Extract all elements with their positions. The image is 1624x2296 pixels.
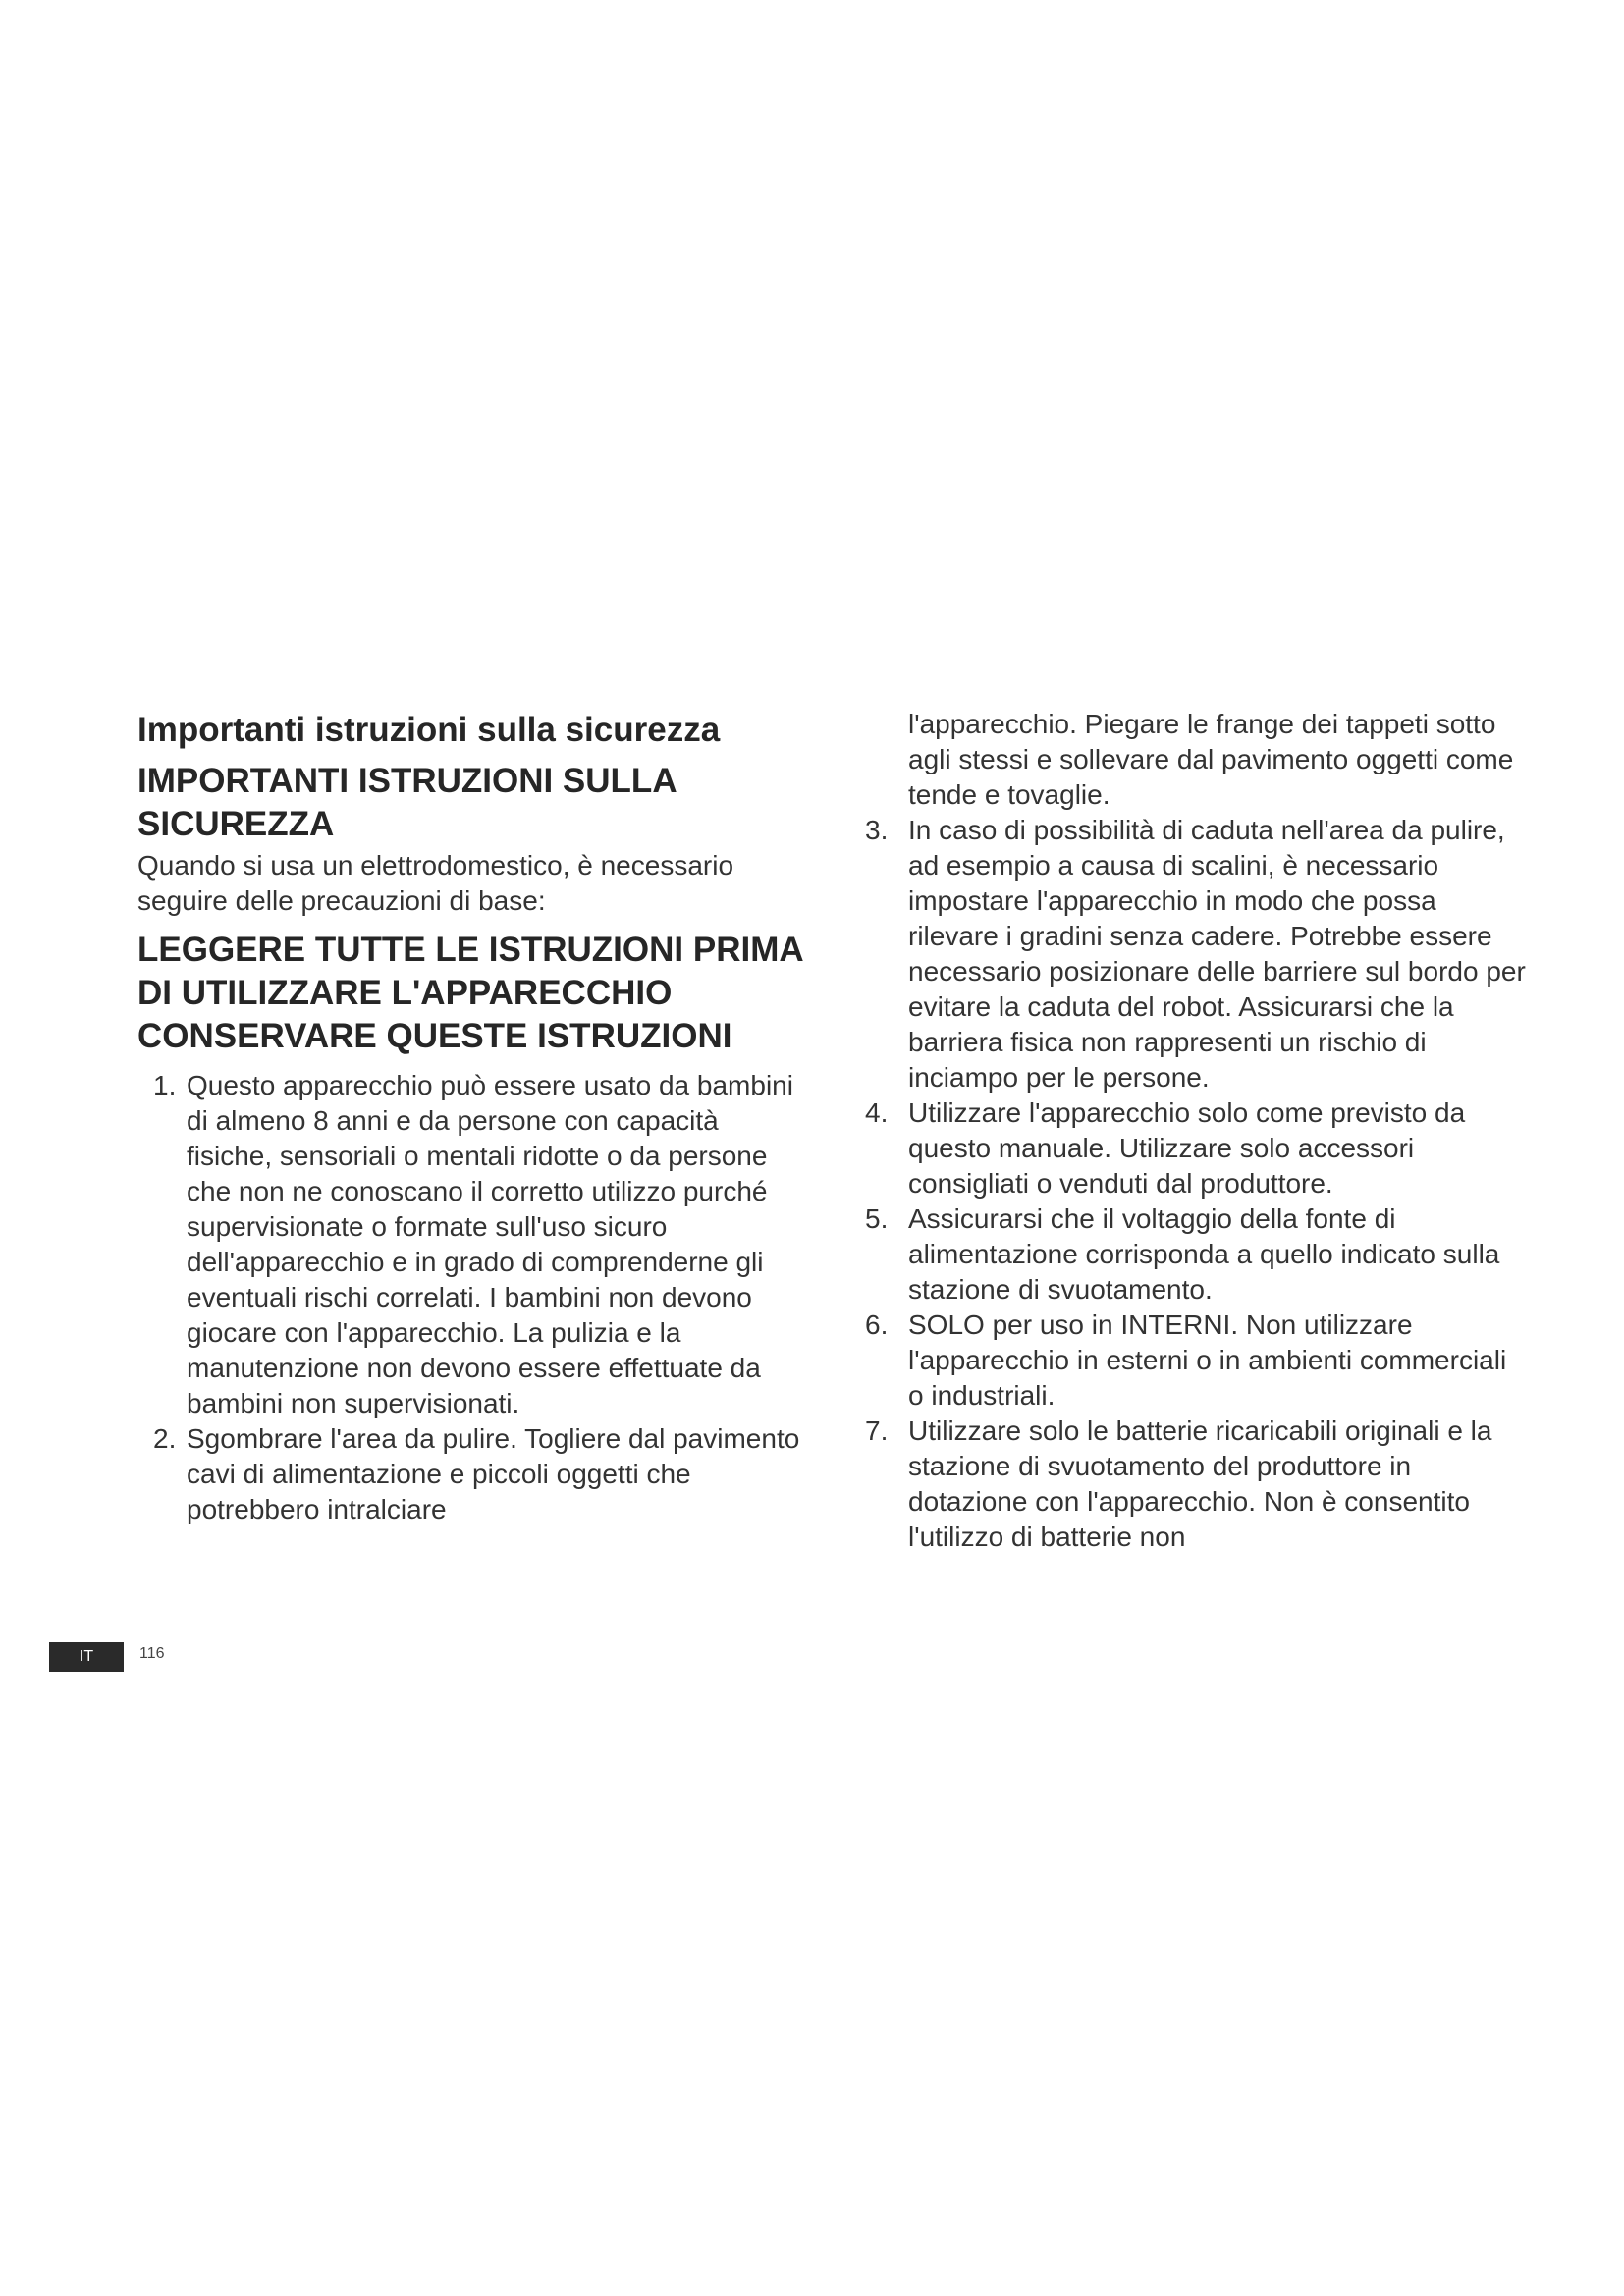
- list-item-text: Questo apparecchio può essere usato da bambini di almeno 8 anni e da persone con capacità fisiche, sensoriali o mentali ridotte o da persone che non ne conoscano il corretto utilizzo purché supervisionate o formate sull'uso sicuro dell'apparecchio e in grado di comprenderne gli eventuali rischi correlati. I bambini non devono giocare con l'apparecchio. La pulizia e la manutenzione non devono essere effettuate da bambini non supervisionati.: [187, 1070, 793, 1418]
- list-item-text: Utilizzare solo le batterie ricaricabili originali e la stazione di svuotamento del produttore in dotazione con l'apparecchio. Non è consentito l'utilizzo di batterie non: [908, 1415, 1492, 1552]
- list-item-number: 3.: [865, 815, 889, 845]
- list-item: [861, 1201, 1529, 1308]
- list-item: [137, 1421, 805, 1527]
- main-heading: IMPORTANTI ISTRUZIONI SULLA SICUREZZA: [137, 762, 677, 843]
- list-item-text: Assicurarsi che il voltaggio della fonte di alimentazione corrisponda a quello indicato sulla stazione di svuotamento.: [908, 1203, 1500, 1305]
- right-column: [861, 709, 1529, 1555]
- list-item-number: 2.: [153, 1423, 177, 1454]
- language-tab: IT: [49, 1642, 124, 1672]
- list-item-number: 5.: [865, 1203, 889, 1234]
- list-item-text: SOLO per uso in INTERNI. Non utilizzare l'apparecchio in esterni o in ambienti commerciali o industriali.: [908, 1309, 1507, 1411]
- list-item: [861, 813, 1529, 1095]
- read-instructions-heading: LEGGERE TUTTE LE ISTRUZIONI PRIMA DI UTILIZZARE L'APPARECCHIO: [137, 931, 803, 1012]
- safety-list-left: [137, 1068, 805, 1527]
- list-item-number: 7.: [865, 1415, 889, 1446]
- intro-text: Quando si usa un elettrodomestico, è necessario seguire delle precauzioni di base:: [137, 850, 734, 916]
- page-number: 116: [139, 1645, 165, 1662]
- list-item: [861, 1095, 1529, 1201]
- list-item-text: Utilizzare l'apparecchio solo come previsto da questo manuale. Utilizzare solo accessori consigliati o venduti dal produttore.: [908, 1097, 1466, 1199]
- list-item-text: In caso di possibilità di caduta nell'area da pulire, ad esempio a causa di scalini, è necessario impostare l'apparecchio in modo che possa rilevare i gradini senza cadere. Potrebbe essere necessario posizionare delle barriere sul bordo per evitare la caduta del robot. Assicurarsi che la barriera fisica non rappresenti un rischio di inciampo per le persone.: [908, 815, 1526, 1093]
- list-item: [861, 1414, 1529, 1555]
- list-item: [861, 1308, 1529, 1414]
- section-subtitle: Importanti istruzioni sulla sicurezza: [137, 711, 721, 749]
- keep-instructions-heading: CONSERVARE QUESTE ISTRUZIONI: [137, 1017, 732, 1055]
- continued-text: l'apparecchio. Piegare le frange dei tappeti sotto agli stessi e sollevare dal pavimento oggetti come tende e tovaglie.: [908, 709, 1514, 810]
- list-item: [137, 1068, 805, 1421]
- list-item-text: Sgombrare l'area da pulire. Togliere dal pavimento cavi di alimentazione e piccoli oggetti che potrebbero intralciare: [187, 1423, 800, 1524]
- left-column: [137, 709, 805, 1527]
- safety-list-right: [861, 813, 1529, 1555]
- list-item-number: 4.: [865, 1097, 889, 1128]
- list-item-number: 6.: [865, 1309, 889, 1340]
- list-item-number: 1.: [153, 1070, 177, 1100]
